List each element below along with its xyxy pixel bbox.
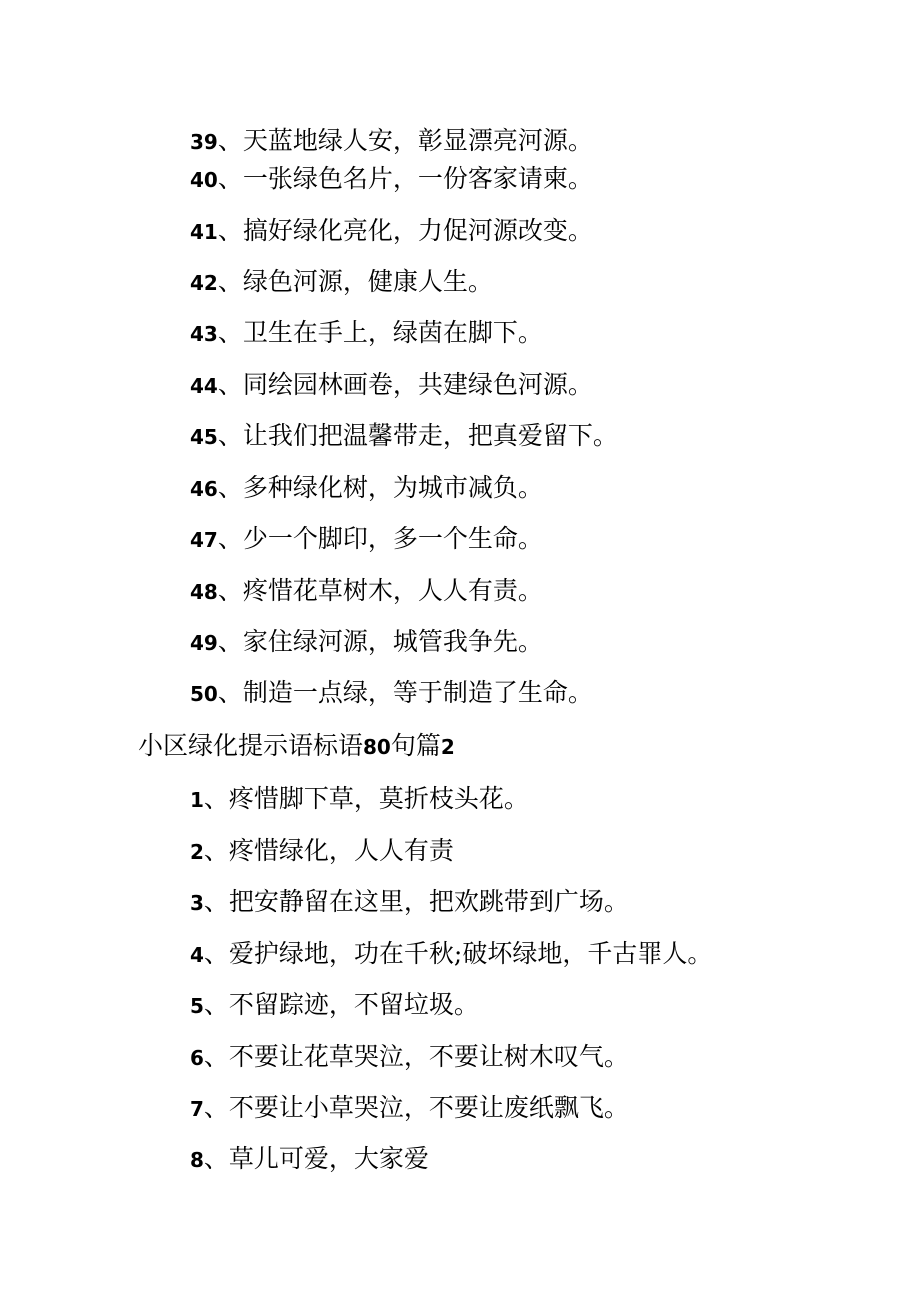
item-number: 5 — [190, 994, 204, 1018]
item-number: 42 — [190, 271, 218, 295]
item-text: 、疼惜脚下草，莫折枝头花。 — [203, 784, 529, 813]
item-text: 、不要让花草哭泣，不要让树木叹气。 — [203, 1042, 629, 1071]
heading-part: 2 — [440, 735, 455, 759]
list-item — [190, 214, 593, 249]
item-text: 、同绘园林画卷，共建绿色河源。 — [217, 370, 593, 399]
item-text: 、家住绿河源，城管我争先。 — [217, 627, 543, 656]
item-text: 、疼惜花草树木，人人有责。 — [217, 576, 543, 605]
list-item — [190, 937, 712, 972]
item-number: 48 — [190, 580, 218, 604]
item-number: 6 — [190, 1046, 204, 1070]
item-text: 、多种绿化树，为城市减负。 — [217, 473, 543, 502]
item-text: 、绿色河源，健康人生。 — [217, 267, 493, 296]
item-number: 43 — [190, 322, 218, 346]
item-number: 8 — [190, 1148, 204, 1172]
list-item — [190, 885, 629, 920]
item-number: 44 — [190, 374, 218, 398]
item-number: 41 — [190, 220, 218, 244]
item-text: 、搞好绿化亮化，力促河源改变。 — [217, 216, 593, 245]
heading-prefix: 小区绿化提示语标语 — [138, 731, 364, 760]
item-text: 、不留踪迹，不留垃圾。 — [203, 990, 479, 1019]
item-text: 、天蓝地绿人安，彰显漂亮河源。 — [217, 126, 593, 155]
item-number: 4 — [190, 943, 204, 967]
item-number: 49 — [190, 631, 218, 655]
item-number: 1 — [190, 788, 204, 812]
list-item — [190, 124, 593, 159]
list-item — [190, 471, 543, 506]
heading-middle: 句篇 — [390, 731, 441, 760]
item-text: 、爱护绿地，功在千秋;破坏绿地，千古罪人。 — [203, 939, 713, 968]
item-number: 3 — [190, 891, 204, 915]
list-item — [190, 676, 593, 711]
item-text: 、一张绿色名片，一份客家请柬。 — [217, 164, 593, 193]
list-item — [190, 1142, 429, 1177]
item-number: 45 — [190, 425, 218, 449]
list-item — [190, 522, 543, 557]
item-text: 、制造一点绿，等于制造了生命。 — [217, 678, 593, 707]
item-text: 、不要让小草哭泣，不要让废纸飘飞。 — [203, 1093, 629, 1122]
list-item — [190, 1091, 629, 1126]
list-item — [190, 419, 618, 454]
list-item — [190, 574, 543, 609]
item-text: 、草儿可爱，大家爱 — [203, 1144, 429, 1173]
list-item — [190, 782, 529, 817]
item-number: 46 — [190, 477, 218, 501]
list-item — [190, 988, 479, 1023]
list-item — [190, 834, 454, 869]
item-text: 、把安静留在这里，把欢跳带到广场。 — [203, 887, 629, 916]
item-text: 、让我们把温馨带走，把真爱留下。 — [217, 421, 618, 450]
list-item — [190, 625, 543, 660]
item-number: 40 — [190, 168, 218, 192]
item-text: 、疼惜绿化，人人有责 — [203, 836, 454, 865]
item-number: 50 — [190, 682, 218, 706]
item-number: 39 — [190, 130, 218, 154]
list-item — [190, 368, 593, 403]
item-text: 、卫生在手上，绿茵在脚下。 — [217, 318, 543, 347]
list-item — [190, 265, 493, 300]
item-number: 47 — [190, 528, 218, 552]
list-item — [190, 1040, 629, 1075]
list-item — [190, 316, 543, 351]
section-heading — [138, 729, 455, 764]
item-number: 2 — [190, 840, 204, 864]
item-text: 、少一个脚印，多一个生命。 — [217, 524, 543, 553]
item-number: 7 — [190, 1097, 204, 1121]
heading-count: 80 — [363, 735, 391, 759]
list-item — [190, 162, 593, 197]
